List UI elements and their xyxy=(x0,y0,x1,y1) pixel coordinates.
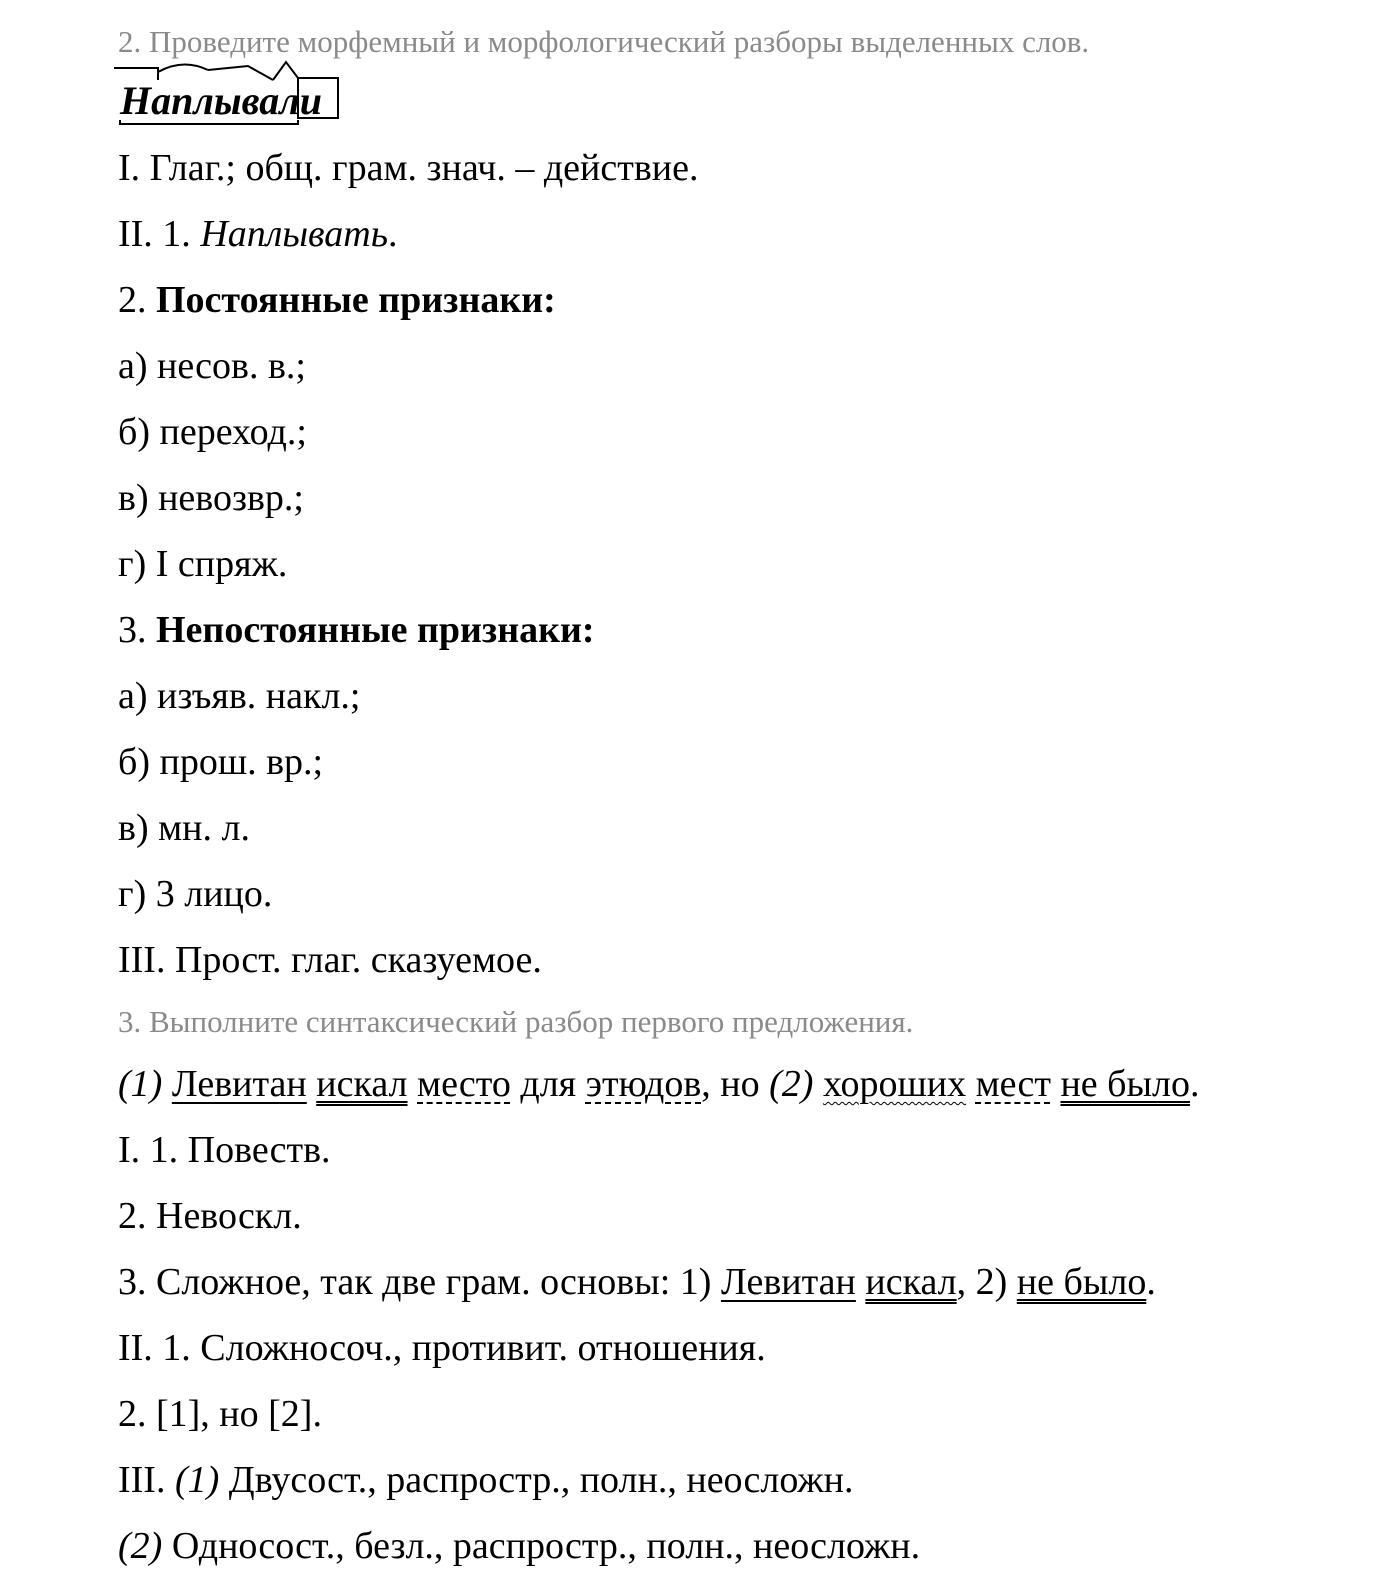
analyzed-word: Наплывали xyxy=(120,78,323,123)
analyzed-sentence xyxy=(118,1062,1199,1106)
subject: Левитан xyxy=(171,1063,307,1105)
subject: Левитан xyxy=(720,1261,856,1303)
object: место xyxy=(417,1063,511,1105)
text: III. xyxy=(118,1459,175,1501)
morph-line-1: I. Глаг.; общ. грам. знач. – действие. xyxy=(118,147,699,189)
morph-line-4: а) несов. в.; xyxy=(118,345,306,387)
text: Двусост., распростр., полн., неосложн. xyxy=(219,1459,854,1501)
clause-number: (1) xyxy=(174,1459,220,1501)
predicate: не было xyxy=(1060,1063,1190,1105)
initial-form: Наплывать xyxy=(200,213,389,255)
morph-line-8 xyxy=(118,608,595,652)
object: этюдов xyxy=(585,1063,702,1105)
text: . xyxy=(1146,1261,1156,1303)
morph-line-13: III. Прост. глаг. сказуемое. xyxy=(118,939,542,981)
morph-line-7: г) I спряж. xyxy=(118,543,288,585)
text: , 2) xyxy=(956,1261,1017,1303)
text: 2. xyxy=(118,279,156,321)
section-heading: Постоянные признаки: xyxy=(156,279,556,321)
morph-line-9: а) изъяв. накл.; xyxy=(118,675,361,717)
predicate: искал xyxy=(316,1063,408,1105)
synt-line-1: I. 1. Повеств. xyxy=(118,1129,331,1171)
clause-number: (2) xyxy=(118,1525,163,1567)
predicate: не было xyxy=(1016,1261,1147,1303)
morpheme-analysis xyxy=(108,56,348,126)
synt-line-4: II. 1. Сложносоч., противит. отношения. xyxy=(118,1327,766,1369)
task-2-heading: 2. Проведите морфемный и морфологический разборы выделенных слов. xyxy=(118,24,1090,59)
morph-line-3 xyxy=(118,278,556,322)
text: . xyxy=(388,213,398,255)
text: , но xyxy=(701,1063,770,1105)
object: мест xyxy=(975,1063,1051,1105)
predicate: искал xyxy=(865,1261,957,1303)
morph-line-12: г) 3 лицо. xyxy=(118,873,273,915)
text: для xyxy=(510,1063,586,1105)
task-3-heading: 3. Выполните синтаксический разбор первого предложения. xyxy=(118,1004,914,1039)
clause-number: (2) xyxy=(769,1063,823,1105)
text: II. 1. xyxy=(118,213,201,255)
synt-line-5: 2. [1], но [2]. xyxy=(118,1393,322,1435)
morph-line-11: в) мн. л. xyxy=(118,807,250,849)
morph-line-10: б) прош. вр.; xyxy=(118,741,324,783)
morph-line-6: в) невозвр.; xyxy=(118,477,304,519)
clause-number: (1) xyxy=(118,1063,172,1105)
text: 3. Сложное, так две грам. основы: 1) xyxy=(118,1261,721,1303)
morph-line-5: б) переход.; xyxy=(118,411,307,453)
text: Односост., безл., распростр., полн., неосложн. xyxy=(162,1525,921,1567)
synt-line-2: 2. Невоскл. xyxy=(118,1195,302,1237)
attribute: хороших xyxy=(822,1063,967,1105)
synt-line-7 xyxy=(118,1524,920,1568)
morph-line-2 xyxy=(118,212,398,256)
text: 3. xyxy=(118,609,156,651)
synt-line-3 xyxy=(118,1260,1156,1304)
synt-line-6 xyxy=(118,1458,853,1502)
section-heading: Непостоянные признаки: xyxy=(156,609,595,651)
text: . xyxy=(1189,1063,1200,1105)
